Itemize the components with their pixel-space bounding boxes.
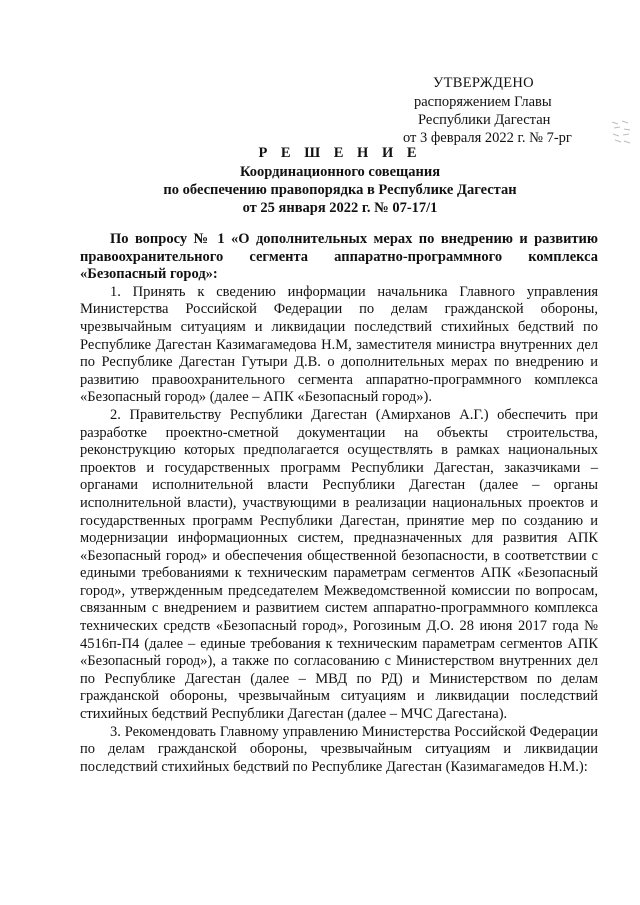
question-heading: По вопросу № 1 «О дополнительных мерах по внедрению и развитию правоохранительного сегмента аппаратно-программного комплекса «Безопасный город»: [80,231,598,283]
approval-line-2: Республики Дагестан [418,112,551,128]
margin-stamp-mark [610,118,632,148]
approval-line-3: от 3 февраля 2022 г. № 7-рг [403,130,572,146]
paragraph-1: 1. Принять к сведению информации начальника Главного управления Министерства Российской Федерации по делам гражданской обороны, чрезвычайным ситуациям и ликвидации последствий стихийных бедствий по Республике Дагестан Казимагамедова Н.М, заместителя министра внутренних дел по Республике Дагестан Гутыри Д.В. о дополнительных мерах по внедрению и развитию правоохранительного сегмента аппаратно-программного комплекса «Безопасный город» (далее – АПК «Безопасный город»). [80,283,598,406]
paragraph-2: 2. Правительству Республики Дагестан (Амирханов А.Г.) обеспечить при разработке проектно-сметной документации на объекты строительства, реконструкцию которых предполагается осуществлять в рамках национальных проектов и государственных программ Республики Дагестан, заказчиками – органами исполнительной власти Республики Дагестан (далее – органы исполнительной власти), участвующими в реализации национальных проектов и государственных программ Республики Дагестан, принятие мер по созданию и модернизации информационных систем, предназначенных для развития АПК «Безопасный город» и обеспечения общественной безопасности, в соответствии с едиными требованиями к техническим параметрам сегментов АПК «Безопасный город», утвержденным председателем Межведомственной комиссии по вопросам, связанным с внедрением и развитием систем аппаратно-программного комплекса технических средств «Безопасный город», Рогозиным Д.О. 28 июня 2017 года № 4516п-П4 (далее – единые требования к техническим параметрам сегментов АПК «Безопасный город»), а также по согласованию с Министерством внутренних дел по Республике Дагестан (далее – МВД по РД) и Министерством по делам гражданской обороны, чрезвычайным ситуациям и ликвидации последствий стихийных бедствий Республики Дагестан (далее – МЧС Дагестана). [80,406,598,723]
decision-date-number: от 25 января 2022 г. № 07-17/1 [242,200,438,216]
stamp-mark-icon [610,118,632,148]
document-body [80,231,598,776]
decision-subtitle-1: Координационного совещания [239,164,441,180]
approval-block [0,74,640,144]
decision-subtitle-2: по обеспечению правопорядка в Республике Дагестан [163,182,517,198]
decision-title: Р Е Ш Е Н И Е [258,145,422,161]
paragraph-3: 3. Рекомендовать Главному управлению Министерства Российской Федерации по делам гражданской обороны, чрезвычайным ситуациям и ликвидации последствий стихийных бедствий по Республике Дагестан (Казимагамедов Н.М.): [80,723,598,775]
approval-line-1: распоряжением Главы [414,94,552,110]
approval-title: УТВЕРЖДЕНО [433,75,534,91]
